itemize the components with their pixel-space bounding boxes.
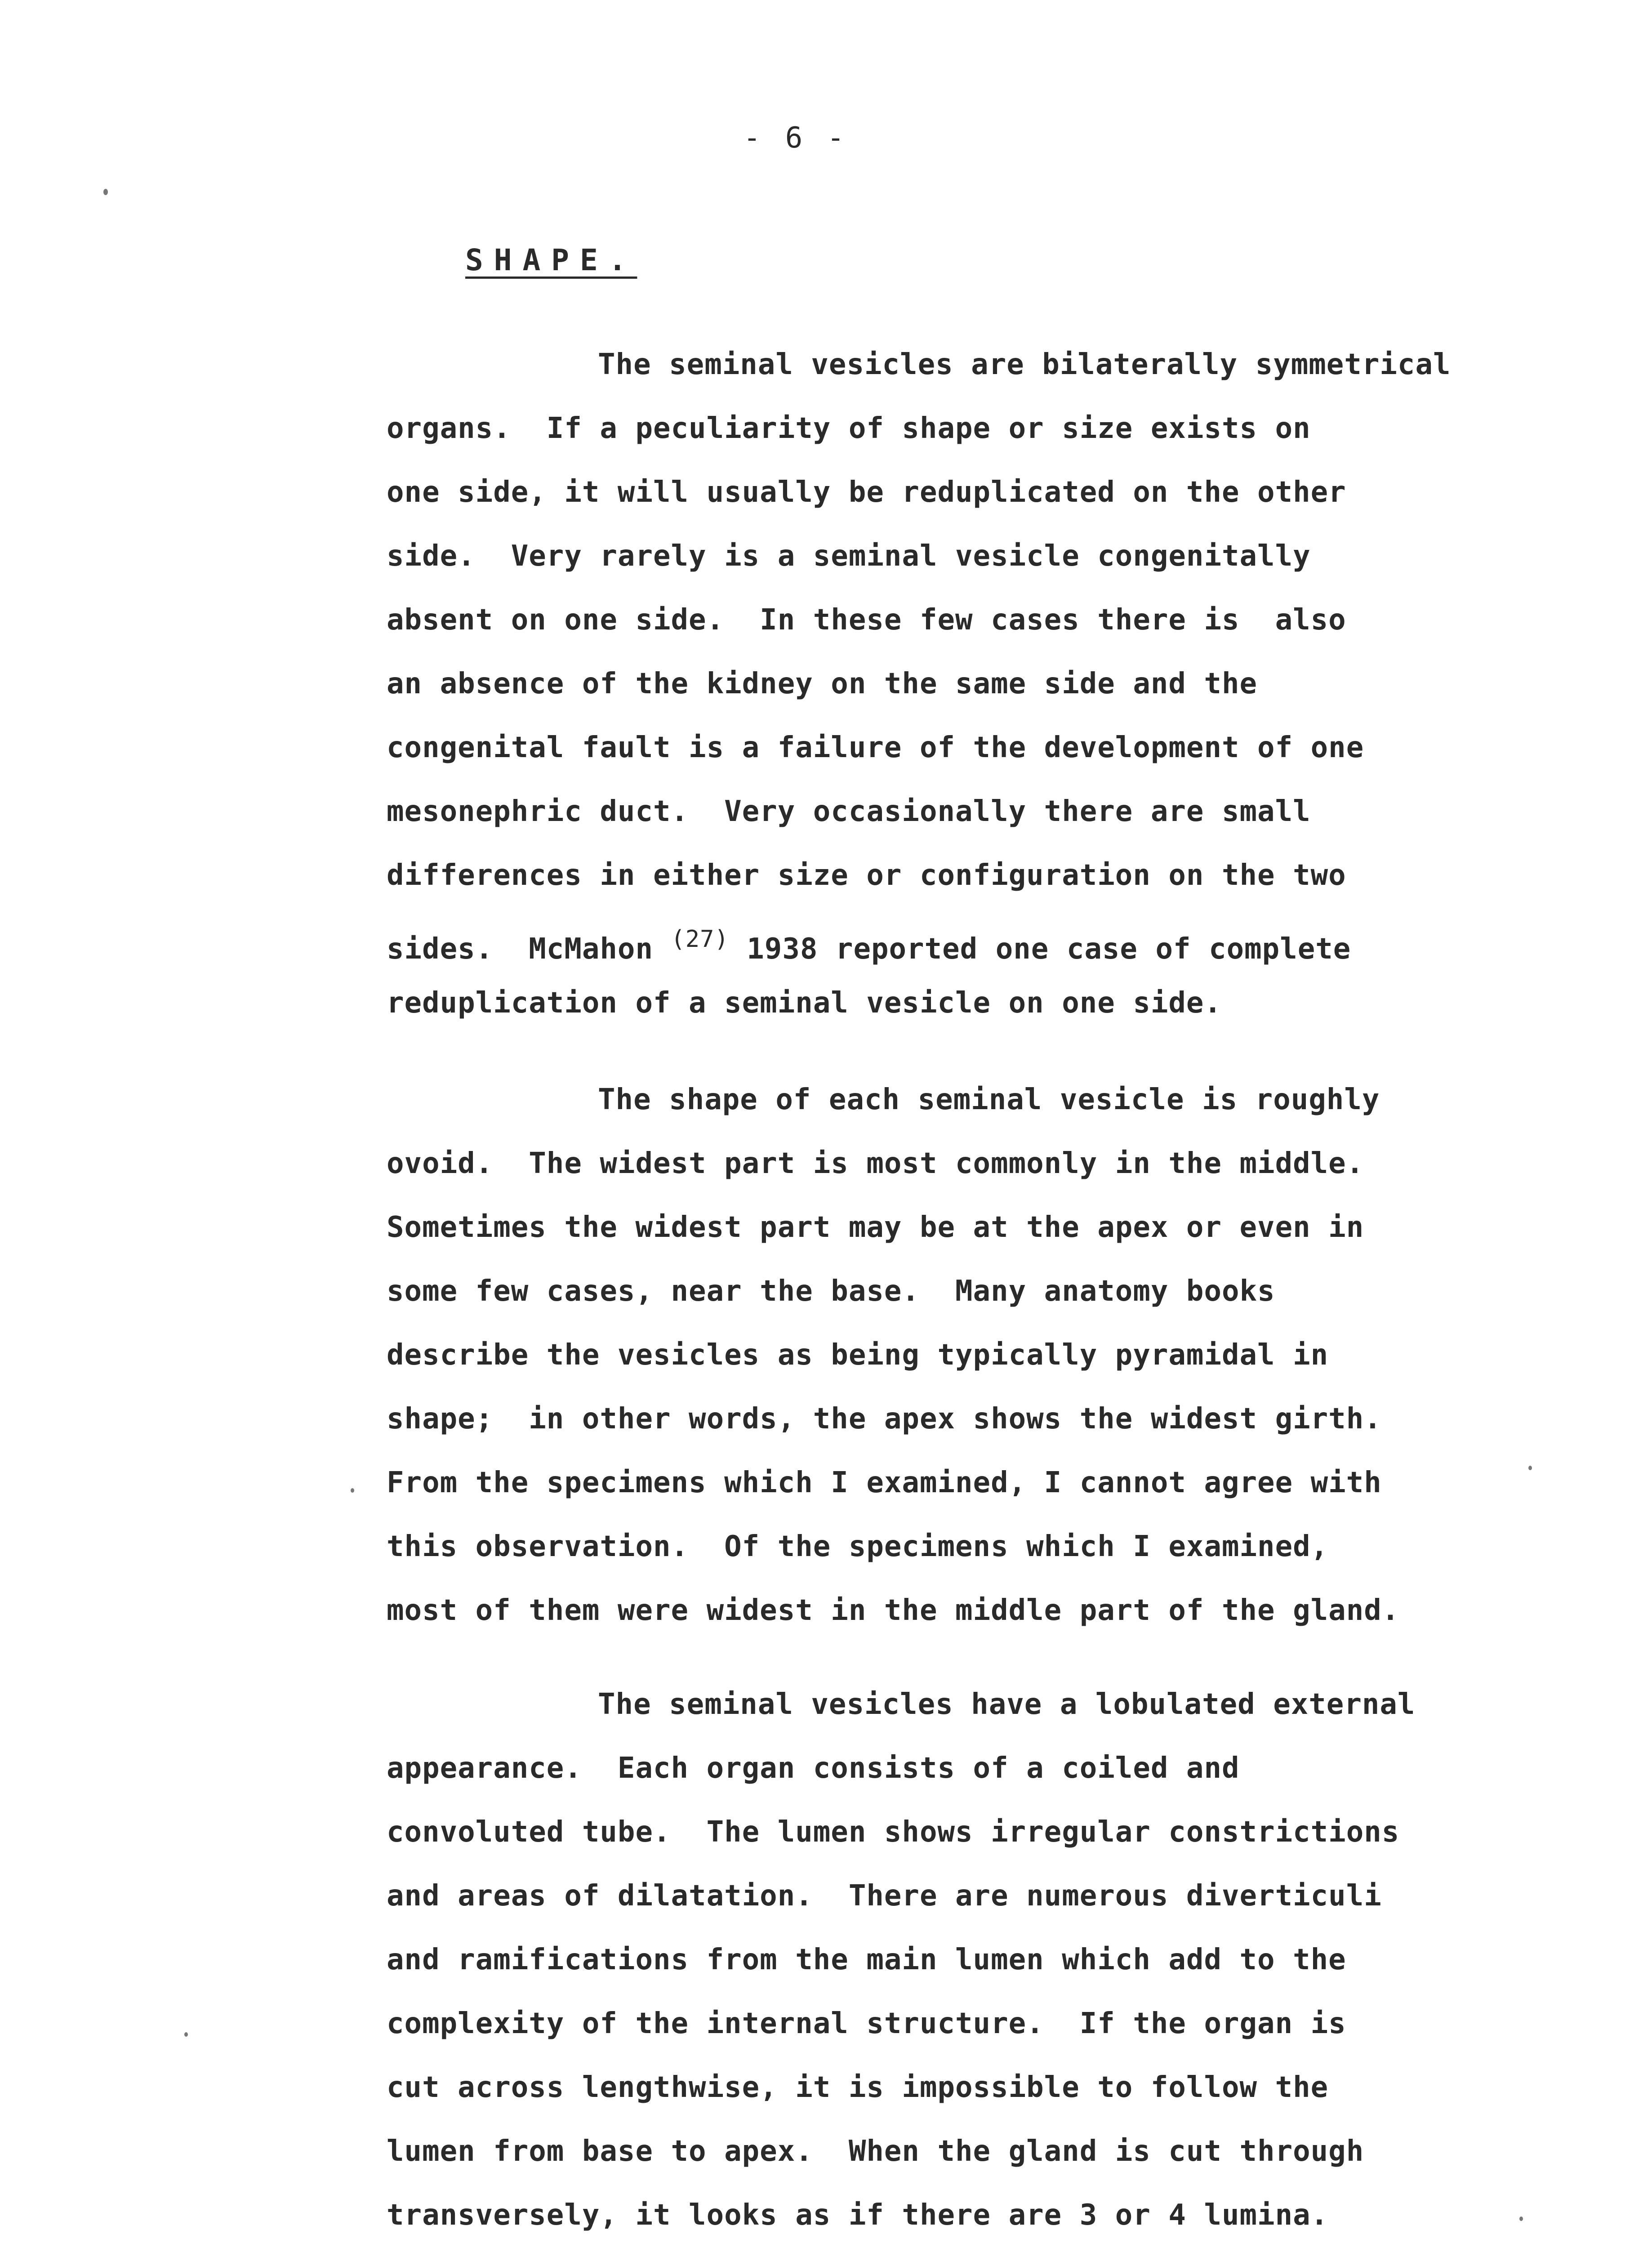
paper-speck: [103, 189, 108, 195]
text-line: side. Very rarely is a seminal vesicle congenitally: [387, 540, 1311, 573]
text-line: one side, it will usually be reduplicated on the other: [387, 476, 1346, 509]
text-line: this observation. Of the specimens which I examined,: [387, 1530, 1329, 1563]
paragraph-1: [387, 333, 1533, 1035]
text-line: and ramifications from the main lumen which add to the: [387, 1943, 1346, 1976]
text-line: transversely, it looks as if there are 3 or 4 lumina.: [387, 2199, 1329, 2232]
paper-speck: [351, 1488, 354, 1493]
text-line: appearance. Each organ consists of a coiled and: [387, 1752, 1240, 1785]
text-line: mesonephric duct. Very occasionally there are small: [387, 795, 1311, 828]
ref-line-before: sides. McMahon: [387, 932, 671, 966]
text-line: congenital fault is a failure of the development of one: [387, 731, 1364, 764]
text-line: complexity of the internal structure. If the organ is: [387, 2007, 1346, 2040]
text-line: reduplication of a seminal vesicle on one side.: [387, 986, 1222, 1020]
text-line: most of them were widest in the middle part of the gland.: [387, 1594, 1400, 1627]
text-line: some few cases, near the base. Many anatomy books: [387, 1275, 1275, 1308]
text-line: The seminal vesicles have a lobulated external: [598, 1688, 1416, 1721]
text-line: Sometimes the widest part may be at the apex or even in: [387, 1211, 1364, 1244]
text-line: absent on one side. In these few cases there is also: [387, 603, 1346, 637]
text-line: and areas of dilatation. There are numerous diverticuli: [387, 1879, 1382, 1913]
citation-reference: (27): [671, 926, 729, 953]
text-line: The seminal vesicles are bilaterally symmetrical: [598, 348, 1451, 381]
paper-speck: [1528, 1466, 1532, 1470]
paper-speck: [184, 2032, 188, 2037]
text-line-with-reference: [387, 907, 1533, 971]
text-line: differences in either size or configuration on the two: [387, 859, 1346, 892]
text-line: From the specimens which I examined, I cannot agree with: [387, 1466, 1382, 1499]
ref-line-after: 1938 reported one case of complete: [729, 932, 1351, 966]
paragraph-3: [387, 1673, 1533, 2248]
text-line: ovoid. The widest part is most commonly in the middle.: [387, 1147, 1364, 1180]
text-line: organs. If a peculiarity of shape or size exists on: [387, 412, 1311, 445]
text-line: shape; in other words, the apex shows the widest girth.: [387, 1402, 1382, 1436]
text-line: The shape of each seminal vesicle is roughly: [598, 1083, 1380, 1116]
text-line: describe the vesicles as being typically pyramidal in: [387, 1338, 1329, 1372]
page-number: - 6 -: [743, 121, 848, 155]
paragraph-2: [387, 1068, 1533, 1642]
section-heading: SHAPE.: [465, 243, 637, 277]
text-line: cut across lengthwise, it is impossible to follow the: [387, 2071, 1329, 2104]
text-line: an absence of the kidney on the same side and the: [387, 667, 1258, 700]
text-line: lumen from base to apex. When the gland is cut through: [387, 2135, 1364, 2168]
text-line: convoluted tube. The lumen shows irregular constrictions: [387, 1815, 1400, 1849]
paper-speck: [1519, 2217, 1523, 2221]
